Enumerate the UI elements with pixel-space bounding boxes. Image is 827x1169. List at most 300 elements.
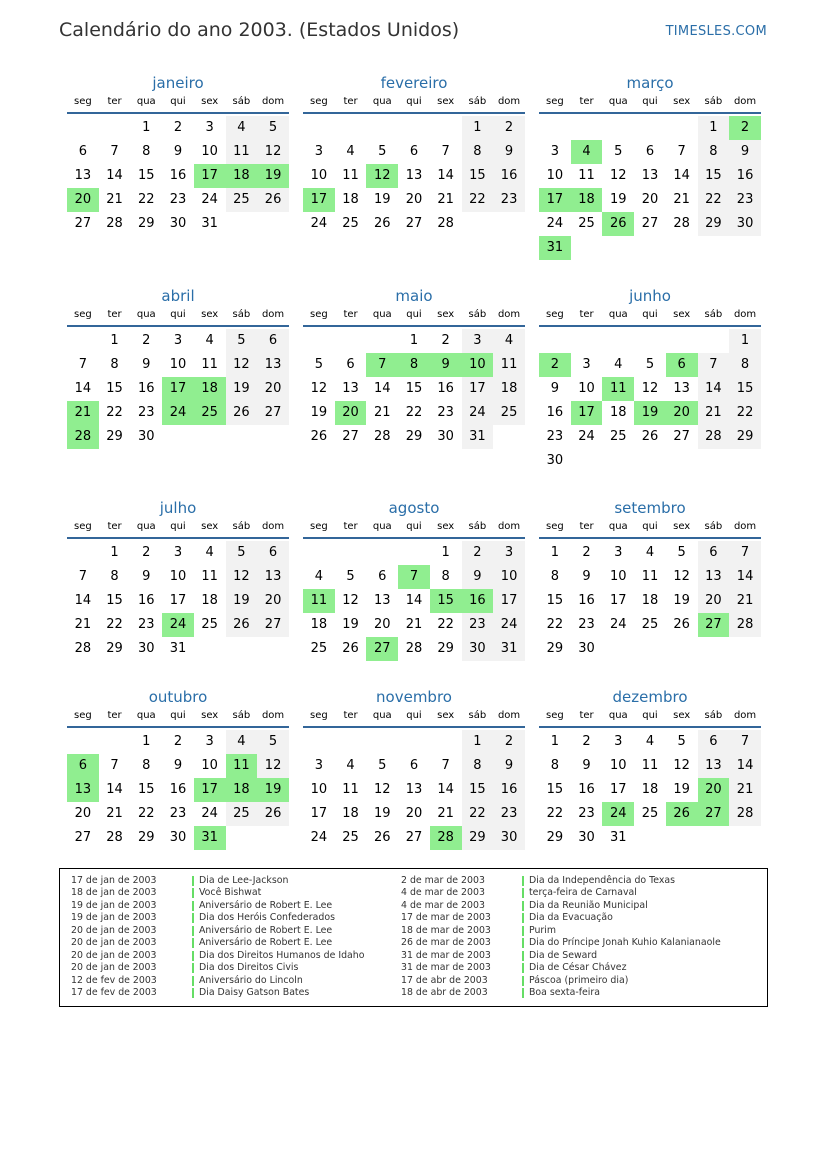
day-cell-holiday[interactable]: 7 [398,565,430,589]
day-cell[interactable]: 22 [405,405,423,420]
day-cell[interactable]: 29 [437,641,454,656]
day-cell[interactable]: 18 [493,377,525,401]
day-cell[interactable]: 29 [106,641,123,656]
day-cell[interactable]: 16 [169,782,187,797]
day-cell[interactable]: 14 [373,381,391,396]
day-cell[interactable]: 11 [493,353,525,377]
day-cell[interactable]: 8 [462,754,494,778]
day-cell[interactable]: 13 [74,168,92,183]
day-cell[interactable]: 25 [493,401,525,425]
day-cell[interactable]: 3 [462,329,494,353]
day-cell[interactable]: 15 [462,164,494,188]
day-cell-holiday[interactable]: 18 [226,164,258,188]
day-cell[interactable]: 16 [578,593,595,608]
day-cell-holiday[interactable]: 8 [398,353,430,377]
day-cell[interactable]: 9 [142,357,151,372]
day-cell[interactable]: 4 [314,569,323,584]
day-cell[interactable]: 24 [546,216,564,231]
day-cell[interactable]: 5 [645,357,655,372]
day-cell[interactable]: 25 [609,429,627,444]
day-cell-holiday[interactable]: 31 [194,826,226,850]
day-cell[interactable]: 11 [342,168,359,183]
day-cell[interactable]: 24 [493,613,525,637]
day-cell[interactable]: 8 [729,353,761,377]
day-cell[interactable]: 16 [729,164,761,188]
day-cell[interactable]: 12 [673,569,690,584]
day-cell[interactable]: 7 [698,353,730,377]
day-cell-holiday[interactable]: 2 [539,353,571,377]
day-cell[interactable]: 7 [78,357,87,372]
day-cell[interactable]: 17 [609,593,627,608]
day-cell[interactable]: 16 [169,168,187,183]
day-cell[interactable]: 19 [310,405,328,420]
day-cell[interactable]: 12 [342,593,359,608]
day-cell[interactable]: 5 [314,357,323,372]
day-cell[interactable]: 13 [698,754,730,778]
day-cell[interactable]: 31 [462,425,494,449]
day-cell-holiday[interactable]: 13 [67,778,99,802]
day-cell[interactable]: 31 [609,830,627,845]
day-cell[interactable]: 5 [346,569,355,584]
day-cell[interactable]: 2 [441,333,450,348]
day-cell[interactable]: 6 [645,144,655,159]
day-cell[interactable]: 25 [226,188,258,212]
day-cell[interactable]: 16 [437,381,454,396]
day-cell[interactable]: 8 [142,758,151,773]
day-cell[interactable]: 18 [641,593,659,608]
day-cell[interactable]: 30 [169,216,187,231]
day-cell[interactable]: 10 [201,144,218,159]
day-cell[interactable]: 21 [106,192,123,207]
day-cell[interactable]: 25 [342,216,359,231]
day-cell[interactable]: 14 [729,565,761,589]
day-cell-holiday[interactable]: 24 [602,802,634,826]
day-cell[interactable]: 21 [698,401,730,425]
day-cell-holiday[interactable]: 26 [602,212,634,236]
day-cell[interactable]: 22 [137,806,155,821]
day-cell[interactable]: 28 [698,425,730,449]
day-cell[interactable]: 30 [493,826,525,850]
day-cell[interactable]: 19 [673,782,690,797]
day-cell-holiday[interactable]: 31 [539,236,571,260]
day-cell[interactable]: 27 [74,216,92,231]
day-cell[interactable]: 10 [310,782,328,797]
day-cell[interactable]: 29 [106,429,123,444]
day-cell[interactable]: 15 [405,381,423,396]
day-cell[interactable]: 3 [173,545,183,560]
day-cell[interactable]: 27 [673,429,690,444]
day-cell[interactable]: 6 [378,569,387,584]
day-cell[interactable]: 9 [462,565,494,589]
day-cell[interactable]: 10 [169,569,187,584]
day-cell[interactable]: 1 [142,120,151,135]
day-cell[interactable]: 19 [373,806,391,821]
day-cell-holiday[interactable]: 24 [162,613,194,637]
day-cell[interactable]: 13 [373,593,391,608]
day-cell-holiday[interactable]: 19 [257,778,289,802]
day-cell[interactable]: 13 [405,168,423,183]
day-cell[interactable]: 17 [169,593,187,608]
day-cell[interactable]: 28 [106,216,123,231]
day-cell-holiday[interactable]: 18 [571,188,603,212]
day-cell-holiday[interactable]: 20 [666,401,698,425]
day-cell[interactable]: 10 [609,569,627,584]
day-cell[interactable]: 9 [493,140,525,164]
day-cell[interactable]: 25 [578,216,595,231]
day-cell[interactable]: 6 [257,329,289,353]
day-cell[interactable]: 27 [641,216,659,231]
day-cell[interactable]: 17 [310,806,328,821]
day-cell[interactable]: 27 [405,830,423,845]
day-cell[interactable]: 20 [405,806,423,821]
day-cell[interactable]: 14 [437,168,454,183]
day-cell[interactable]: 7 [729,730,761,754]
day-cell[interactable]: 10 [310,168,328,183]
day-cell[interactable]: 8 [462,140,494,164]
day-cell[interactable]: 16 [137,381,155,396]
day-cell[interactable]: 1 [110,333,119,348]
day-cell-holiday[interactable]: 17 [194,778,226,802]
day-cell[interactable]: 23 [462,613,494,637]
day-cell[interactable]: 28 [106,830,123,845]
day-cell[interactable]: 16 [137,593,155,608]
day-cell[interactable]: 4 [346,758,355,773]
day-cell[interactable]: 30 [462,637,494,661]
day-cell-holiday[interactable]: 28 [67,425,99,449]
day-cell-holiday[interactable]: 6 [666,353,698,377]
day-cell[interactable]: 9 [729,140,761,164]
day-cell[interactable]: 18 [609,405,627,420]
day-cell[interactable]: 5 [226,329,258,353]
day-cell[interactable]: 19 [609,192,627,207]
day-cell[interactable]: 16 [578,782,595,797]
day-cell[interactable]: 30 [729,212,761,236]
day-cell[interactable]: 2 [142,333,151,348]
day-cell[interactable]: 14 [106,782,123,797]
day-cell[interactable]: 9 [493,754,525,778]
day-cell[interactable]: 12 [310,381,328,396]
day-cell[interactable]: 23 [169,192,187,207]
day-cell[interactable]: 30 [137,429,155,444]
day-cell[interactable]: 6 [409,758,419,773]
day-cell-holiday[interactable]: 16 [462,589,494,613]
day-cell[interactable]: 26 [257,802,289,826]
day-cell[interactable]: 27 [74,830,92,845]
day-cell[interactable]: 18 [641,782,659,797]
day-cell[interactable]: 20 [74,806,92,821]
day-cell[interactable]: 19 [373,192,391,207]
day-cell[interactable]: 8 [550,758,559,773]
day-cell[interactable]: 4 [346,144,355,159]
day-cell[interactable]: 22 [462,188,494,212]
day-cell[interactable]: 18 [201,593,218,608]
day-cell[interactable]: 5 [677,545,686,560]
day-cell[interactable]: 28 [405,641,423,656]
day-cell-holiday[interactable]: 28 [430,826,462,850]
brand-link[interactable]: TIMESLES.COM [665,24,767,39]
day-cell[interactable]: 22 [106,617,123,632]
day-cell[interactable]: 19 [342,617,359,632]
day-cell[interactable]: 7 [729,541,761,565]
day-cell[interactable]: 5 [226,541,258,565]
day-cell[interactable]: 21 [437,192,454,207]
day-cell[interactable]: 15 [106,593,123,608]
day-cell[interactable]: 3 [205,120,214,135]
day-cell[interactable]: 23 [493,802,525,826]
day-cell[interactable]: 15 [546,593,564,608]
day-cell[interactable]: 2 [142,545,151,560]
day-cell[interactable]: 6 [257,541,289,565]
day-cell[interactable]: 23 [493,188,525,212]
day-cell[interactable]: 1 [729,329,761,353]
day-cell[interactable]: 8 [441,569,450,584]
day-cell[interactable]: 23 [729,188,761,212]
day-cell[interactable]: 30 [578,830,595,845]
day-cell[interactable]: 28 [437,216,454,231]
day-cell[interactable]: 25 [641,617,659,632]
day-cell[interactable]: 10 [169,357,187,372]
day-cell-holiday[interactable]: 10 [462,353,494,377]
day-cell[interactable]: 2 [462,541,494,565]
day-cell[interactable]: 29 [405,429,423,444]
day-cell[interactable]: 6 [78,144,87,159]
day-cell[interactable]: 17 [493,589,525,613]
day-cell[interactable]: 9 [582,758,591,773]
day-cell[interactable]: 13 [257,565,289,589]
day-cell[interactable]: 6 [698,730,730,754]
day-cell[interactable]: 24 [462,401,494,425]
day-cell[interactable]: 6 [409,144,419,159]
day-cell[interactable]: 19 [226,589,258,613]
day-cell[interactable]: 14 [74,593,92,608]
day-cell[interactable]: 15 [546,782,564,797]
day-cell[interactable]: 26 [641,429,659,444]
day-cell[interactable]: 18 [342,192,359,207]
day-cell-holiday[interactable]: 4 [571,140,603,164]
day-cell[interactable]: 24 [310,830,328,845]
day-cell[interactable]: 12 [641,381,659,396]
day-cell[interactable]: 4 [205,545,214,560]
day-cell-holiday[interactable]: 18 [226,778,258,802]
day-cell[interactable]: 20 [373,617,391,632]
day-cell[interactable]: 10 [493,565,525,589]
day-cell[interactable]: 11 [201,357,218,372]
day-cell[interactable]: 12 [226,565,258,589]
day-cell[interactable]: 8 [142,144,151,159]
day-cell[interactable]: 4 [493,329,525,353]
day-cell[interactable]: 8 [110,569,119,584]
day-cell-holiday[interactable]: 9 [430,353,462,377]
day-cell[interactable]: 14 [106,168,123,183]
day-cell[interactable]: 11 [201,569,218,584]
day-cell[interactable]: 13 [673,381,690,396]
day-cell[interactable]: 27 [405,216,423,231]
day-cell[interactable]: 26 [310,429,328,444]
day-cell[interactable]: 3 [614,734,623,749]
day-cell-holiday[interactable]: 27 [698,802,730,826]
day-cell[interactable]: 29 [698,212,730,236]
day-cell[interactable]: 7 [677,144,686,159]
day-cell[interactable]: 23 [437,405,454,420]
day-cell[interactable]: 29 [137,216,155,231]
day-cell[interactable]: 11 [641,758,659,773]
day-cell[interactable]: 15 [729,377,761,401]
day-cell[interactable]: 1 [550,734,559,749]
day-cell[interactable]: 16 [493,164,525,188]
day-cell[interactable]: 20 [257,589,289,613]
day-cell[interactable]: 3 [314,758,323,773]
day-cell[interactable]: 29 [546,830,564,845]
day-cell[interactable]: 24 [201,806,218,821]
day-cell[interactable]: 14 [74,381,92,396]
day-cell[interactable]: 29 [137,830,155,845]
day-cell[interactable]: 23 [137,617,155,632]
day-cell-holiday[interactable]: 27 [366,637,398,661]
day-cell[interactable]: 15 [137,168,155,183]
day-cell[interactable]: 14 [437,782,454,797]
day-cell[interactable]: 29 [462,826,494,850]
day-cell[interactable]: 30 [437,429,454,444]
day-cell[interactable]: 13 [342,381,359,396]
day-cell[interactable]: 18 [310,617,328,632]
day-cell[interactable]: 22 [462,802,494,826]
day-cell[interactable]: 19 [226,377,258,401]
day-cell[interactable]: 9 [142,569,151,584]
day-cell[interactable]: 5 [257,116,289,140]
day-cell[interactable]: 7 [110,758,119,773]
day-cell[interactable]: 2 [493,730,525,754]
day-cell[interactable]: 7 [110,144,119,159]
day-cell[interactable]: 26 [226,401,258,425]
day-cell[interactable]: 31 [493,637,525,661]
day-cell[interactable]: 3 [493,541,525,565]
day-cell[interactable]: 18 [342,806,359,821]
day-cell[interactable]: 20 [641,192,659,207]
day-cell[interactable]: 14 [698,377,730,401]
day-cell[interactable]: 26 [673,617,690,632]
day-cell[interactable]: 26 [257,188,289,212]
day-cell[interactable]: 23 [546,429,564,444]
day-cell[interactable]: 10 [201,758,218,773]
day-cell[interactable]: 4 [226,730,258,754]
day-cell[interactable]: 26 [226,613,258,637]
day-cell[interactable]: 28 [673,216,690,231]
day-cell[interactable]: 20 [405,192,423,207]
day-cell[interactable]: 12 [609,168,627,183]
day-cell[interactable]: 3 [205,734,214,749]
day-cell[interactable]: 5 [378,144,387,159]
day-cell-holiday[interactable]: 27 [698,613,730,637]
day-cell[interactable]: 30 [137,641,155,656]
day-cell[interactable]: 16 [493,778,525,802]
day-cell[interactable]: 4 [645,545,655,560]
day-cell[interactable]: 23 [578,806,595,821]
day-cell-holiday[interactable]: 20 [335,401,367,425]
day-cell-holiday[interactable]: 21 [67,401,99,425]
day-cell[interactable]: 21 [729,778,761,802]
day-cell[interactable]: 12 [257,140,289,164]
day-cell[interactable]: 23 [578,617,595,632]
day-cell[interactable]: 8 [110,357,119,372]
day-cell[interactable]: 3 [582,357,591,372]
day-cell-holiday[interactable]: 20 [698,778,730,802]
day-cell[interactable]: 8 [550,569,559,584]
day-cell[interactable]: 29 [546,641,564,656]
day-cell[interactable]: 20 [698,589,730,613]
day-cell[interactable]: 9 [173,758,183,773]
day-cell[interactable]: 24 [578,429,595,444]
day-cell[interactable]: 22 [729,401,761,425]
day-cell-holiday[interactable]: 17 [303,188,335,212]
day-cell[interactable]: 17 [462,377,494,401]
day-cell[interactable]: 28 [729,613,761,637]
day-cell[interactable]: 11 [342,782,359,797]
day-cell[interactable]: 17 [609,782,627,797]
day-cell[interactable]: 26 [373,830,391,845]
day-cell[interactable]: 5 [257,730,289,754]
day-cell[interactable]: 21 [729,589,761,613]
day-cell[interactable]: 29 [729,425,761,449]
day-cell-holiday[interactable]: 25 [194,401,226,425]
day-cell[interactable]: 15 [462,778,494,802]
day-cell[interactable]: 31 [169,641,187,656]
day-cell[interactable]: 21 [106,806,123,821]
day-cell[interactable]: 22 [437,617,454,632]
day-cell[interactable]: 4 [226,116,258,140]
day-cell-holiday[interactable]: 12 [366,164,398,188]
day-cell[interactable]: 3 [314,144,323,159]
day-cell[interactable]: 7 [78,569,87,584]
day-cell-holiday[interactable]: 15 [430,589,462,613]
day-cell[interactable]: 13 [257,353,289,377]
day-cell[interactable]: 1 [462,116,494,140]
day-cell[interactable]: 30 [578,641,595,656]
day-cell[interactable]: 3 [614,545,623,560]
day-cell[interactable]: 27 [257,613,289,637]
day-cell[interactable]: 28 [729,802,761,826]
day-cell-holiday[interactable]: 11 [602,377,634,401]
day-cell[interactable]: 24 [201,192,218,207]
day-cell[interactable]: 5 [378,758,387,773]
day-cell[interactable]: 25 [641,806,659,821]
day-cell[interactable]: 10 [578,381,595,396]
day-cell[interactable]: 1 [698,116,730,140]
day-cell-holiday[interactable]: 19 [257,164,289,188]
day-cell[interactable]: 2 [582,545,591,560]
day-cell[interactable]: 11 [641,569,659,584]
day-cell[interactable]: 22 [698,188,730,212]
day-cell[interactable]: 23 [137,405,155,420]
day-cell-holiday[interactable]: 2 [729,116,761,140]
day-cell[interactable]: 11 [578,168,595,183]
day-cell[interactable]: 1 [409,333,419,348]
day-cell[interactable]: 9 [173,144,183,159]
day-cell[interactable]: 14 [405,593,423,608]
day-cell[interactable]: 2 [582,734,591,749]
day-cell[interactable]: 4 [645,734,655,749]
day-cell-holiday[interactable]: 17 [162,377,194,401]
day-cell[interactable]: 16 [546,405,564,420]
day-cell[interactable]: 12 [257,754,289,778]
day-cell[interactable]: 25 [201,617,218,632]
day-cell[interactable]: 3 [173,333,183,348]
day-cell-holiday[interactable]: 11 [226,754,258,778]
day-cell[interactable]: 8 [698,140,730,164]
day-cell-holiday[interactable]: 18 [194,377,226,401]
day-cell[interactable]: 11 [226,140,258,164]
day-cell[interactable]: 21 [437,806,454,821]
day-cell-holiday[interactable]: 6 [67,754,99,778]
